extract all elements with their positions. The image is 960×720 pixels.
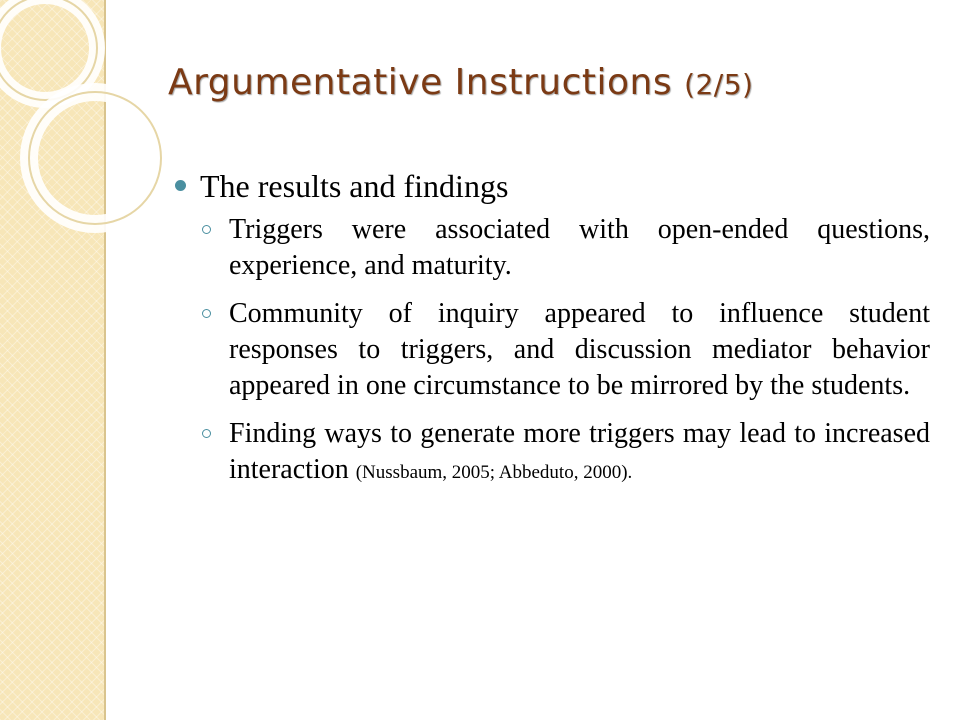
sub-bullet-text: Finding ways to generate more triggers may lead to increased interaction — [229, 418, 930, 485]
bullet-ring-icon — [202, 429, 211, 438]
main-bullet — [172, 166, 930, 206]
bullet-ring-icon — [202, 225, 211, 234]
main-bullet-text: The results and findings — [200, 168, 509, 204]
slide-title — [168, 62, 753, 103]
sub-bullet-text: Triggers were associated with open-ended questions, experience, and maturity. — [229, 214, 930, 281]
bullet-ring-icon — [202, 309, 211, 318]
sub-bullet-list — [200, 212, 930, 491]
sub-bullet — [200, 296, 930, 404]
title-page-indicator: (2/5) — [684, 68, 754, 101]
sub-bullet — [200, 212, 930, 284]
slide-content — [172, 166, 930, 503]
sub-bullet-text: Community of inquiry appeared to influence student responses to triggers, and discussion mediator behavior appeared in one circumstance to be mirrored by the students. — [229, 298, 930, 401]
title-main: Argumentative Instructions — [168, 62, 685, 103]
bullet-dot-icon — [175, 180, 186, 191]
sub-bullet — [200, 416, 930, 491]
citation: (Nussbaum, 2005; Abbeduto, 2000). — [355, 462, 633, 483]
